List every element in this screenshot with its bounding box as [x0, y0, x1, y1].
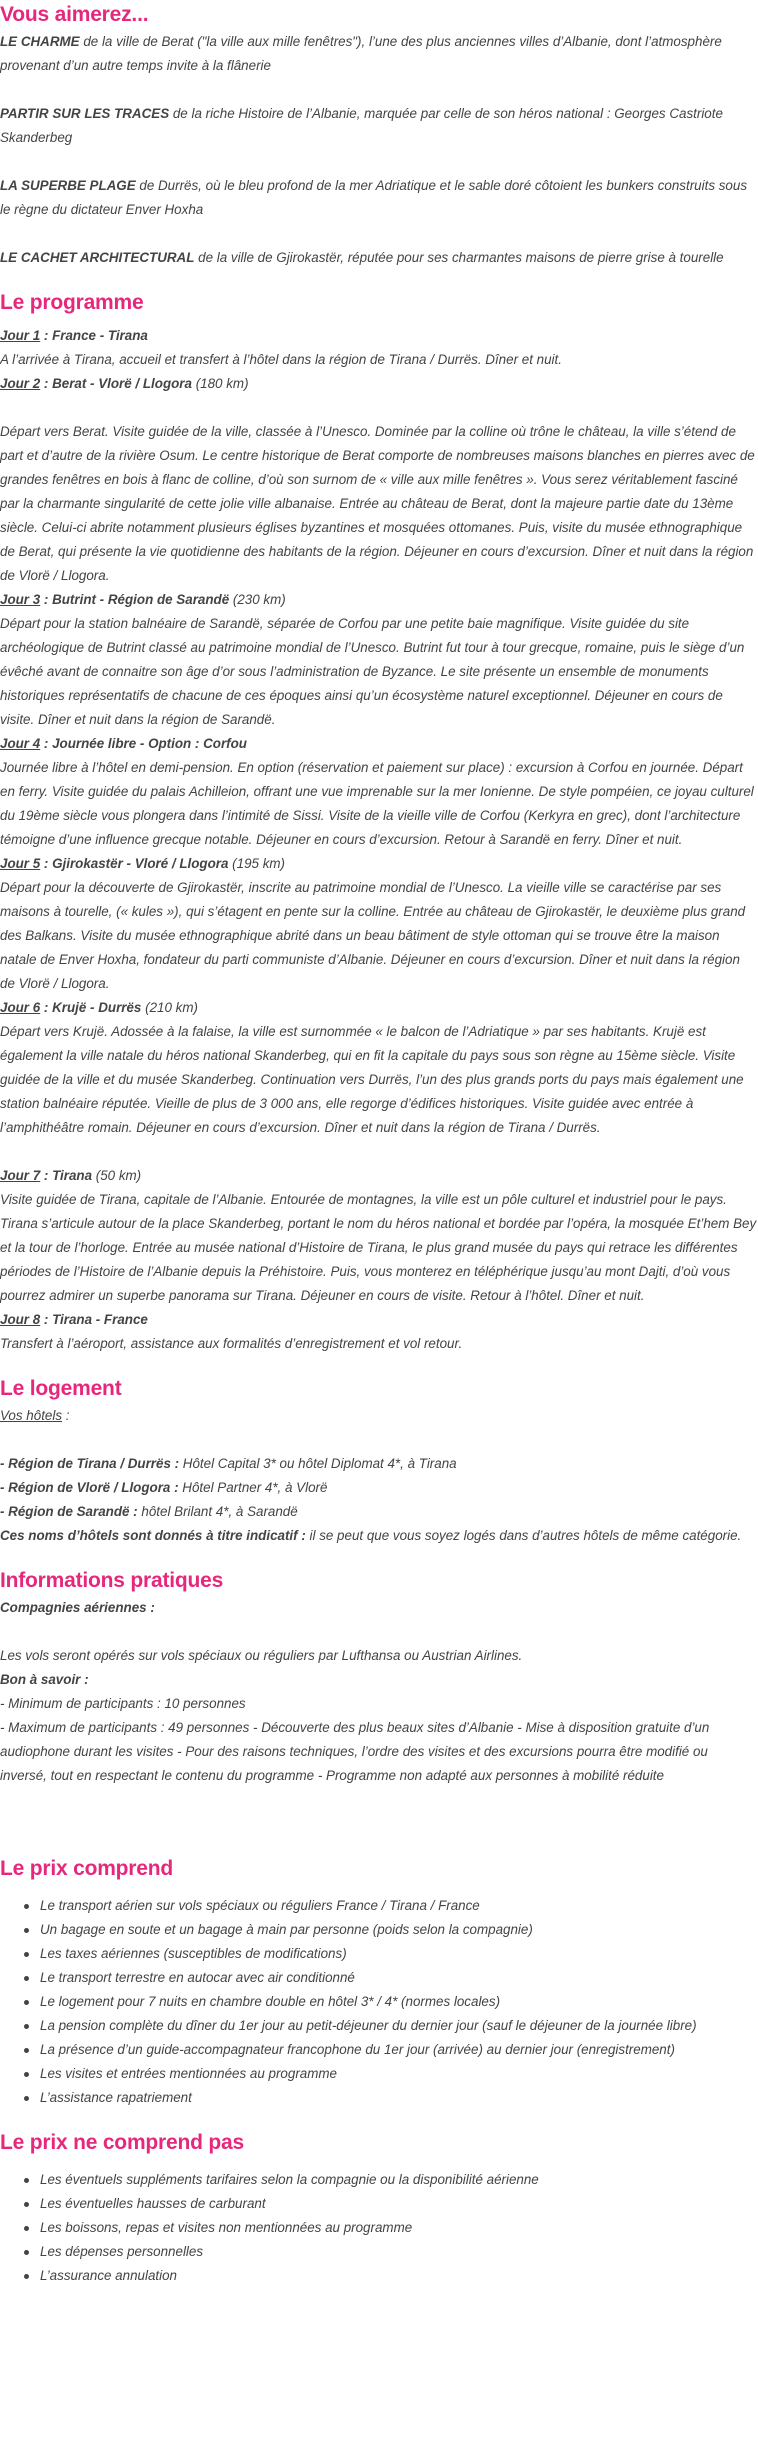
- day-text: A l’arrivée à Tirana, accueil et transfert à l’hôtel dans la région de Tirana / Durrës. Dîner et nuit.: [0, 352, 562, 367]
- intro-item-lead: LA SUPERBE PLAGE: [0, 178, 136, 193]
- day-distance: (230 km): [229, 592, 286, 607]
- hotels-subheading-label: Vos hôtels: [0, 1408, 63, 1423]
- list-item: Les dépenses personnelles: [40, 2240, 758, 2264]
- intro-item: [0, 174, 758, 222]
- day-title: [0, 1164, 758, 1188]
- intro-item-text: de la riche Histoire de l’Albanie, marquée par celle de son héros national : Georges Castriote Skanderbeg: [0, 106, 723, 145]
- intro-item: [0, 30, 758, 78]
- section-heading: Le prix comprend: [0, 1857, 174, 1880]
- day-text: Départ vers Krujë. Adossée à la falaise, la ville est surnommée « le balcon de l’Adriatique » par ses habitants. Krujë est également la ville natale du héros national Skanderbeg, qui en fit la capitale du pays sous son règne au 15ème siècle. Visite guidée de la ville et du musée Skanderbeg. Continuation vers Durrës, l’un des plus grands ports du pays mais également une station balnéaire réputée. Vieille de plus de 3 000 ans, elle regorge d’édifices historiques. Visite guidée avec entrée à l’amphithéâtre romain. Déjeuner en cours d’excursion. Dîner et nuit dans la région de Tirana / Durrës.: [0, 1024, 744, 1135]
- day-route: : Krujë - Durrës: [40, 1000, 142, 1015]
- day-label: Jour 3: [0, 592, 41, 607]
- hotel-region: - Région de Vlorë / Llogora :: [0, 1480, 179, 1495]
- list-item: Le logement pour 7 nuits en chambre double en hôtel 3* / 4* (normes locales): [40, 1990, 758, 2014]
- airlines-text: Les vols seront opérés sur vols spéciaux ou réguliers par Lufthansa ou Austrian Airlines.: [0, 1648, 523, 1663]
- day-title: [0, 852, 758, 876]
- day-text: Journée libre à l’hôtel en demi-pension. En option (réservation et paiement sur place) : excursion à Corfou en journée. Départ en ferry. Visite guidée du palais Achilleion, offrant une vue imprenable sur la mer Ionienne. De style pompéien, ce joyau culturel du 19ème siècle vous plongera dans l’intimité de Sissi. Visite de la vieille ville de Corfou (Kerkyra en grec), dont l’architecture témoigne d’une influence grecque notable. Déjeuner en cours d’excursion. Retour à Sarandë en ferry. Dîner et nuit.: [0, 760, 754, 847]
- intro-item-lead: LE CHARME: [0, 34, 80, 49]
- hotel-region: - Région de Sarandë :: [0, 1504, 138, 1519]
- day-route: : Journée libre - Option : Corfou: [40, 736, 247, 751]
- list-item: Le transport aérien sur vols spéciaux ou réguliers France / Tirana / France: [40, 1894, 758, 1918]
- day-distance: (180 km): [191, 376, 249, 391]
- hotel-line: [0, 1476, 758, 1500]
- intro-item-text: de la ville de Berat ("la ville aux mille fenêtres"), l’une des plus anciennes villes d’Albanie, dont l’atmosphère provenant d’un autre temps invite à la flânerie: [0, 34, 722, 73]
- list-item: Les taxes aériennes (susceptibles de modifications): [40, 1942, 758, 1966]
- savoir-line: - Maximum de participants : 49 personnes - Découverte des plus beaux sites d’Albanie - Mise à disposition gratuite d’un audiophone durant les visites - Pour des raisons techniques, l’ordre des visites et des excursions pourra être modifié ou inversé, tout en respectant le contenu du programme - Programme non adapté aux personnes à mobilité réduite: [0, 1720, 710, 1783]
- day-title: [0, 324, 758, 348]
- hotel-line: [0, 1452, 758, 1476]
- day-text: Départ pour la station balnéaire de Sarandë, séparée de Corfou par une petite baie magnifique. Visite guidée du site archéologique de Butrint classé au patrimoine mondial de l’Unesco. Butrint fut tour à tour grecque, romaine, puis le siège d’un évêché avant de connaitre son âge d’or sous l’administration de Byzance. Le site présente un ensemble de monuments historiques représentatifs de chacune de ces époques ainsi qu’un écosystème naturel exceptionnel. Déjeuner en cours de visite. Dîner et nuit dans la région de Sarandë.: [0, 616, 745, 727]
- list-item: Les visites et entrées mentionnées au programme: [40, 2062, 758, 2086]
- list-item: La présence d’un guide-accompagnateur francophone du 1er jour (arrivée) au dernier jour (enregistrement): [40, 2038, 758, 2062]
- section-programme: [0, 288, 758, 1356]
- section-heading: Le logement: [0, 1377, 122, 1400]
- intro-item-text: de la ville de Gjirokastër, réputée pour ses charmantes maisons de pierre grise à tourelle: [194, 250, 724, 265]
- day-label: Jour 7: [0, 1168, 41, 1183]
- savoir-label-text: Bon à savoir :: [0, 1672, 89, 1687]
- hotel-name: Hôtel Capital 3* ou hôtel Diplomat 4*, à Tirana: [179, 1456, 457, 1471]
- day-text: Départ vers Berat. Visite guidée de la ville, classée à l’Unesco. Dominée par la colline où trône le château, la ville s’étend de part et d’autre de la rivière Osum. Le centre historique de Berat comporte de nombreuses maisons blanches en pierres avec de grandes fenêtres en bois à flanc de colline, d’où son surnom de « ville aux mille fenêtres ». Vous serez véritablement fasciné par la charmante singularité de cette jolie ville albanaise. Entrée au château de Berat, dont la majeure partie date du 13ème siècle. Celui-ci abrite notamment plusieurs églises byzantines et mosquées ottomanes. Puis, visite du musée ethnographique de Berat, qui présente la vie quotidienne des habitants de la région. Déjeuner en cours d’excursion. Dîner et nuit dans la région de Vlorë / Llogora.: [0, 424, 755, 583]
- intro-item-text: de Durrës, où le bleu profond de la mer Adriatique et le sable doré côtoient les bunkers construits sous le règne du dictateur Enver Hoxha: [0, 178, 748, 217]
- section-heading: Le prix ne comprend pas: [0, 2131, 244, 2154]
- section-infos-pratiques: [0, 1566, 758, 1788]
- day-title: [0, 588, 758, 612]
- list-item: L’assistance rapatriement: [40, 2086, 758, 2110]
- section-prix-comprend: [0, 1854, 758, 2110]
- day-title: [0, 996, 758, 1020]
- list-item: Le transport terrestre en autocar avec air conditionné: [40, 1966, 758, 1990]
- section-heading: Informations pratiques: [0, 1569, 224, 1592]
- day-label: Jour 4: [0, 736, 41, 751]
- day-distance: (195 km): [228, 856, 286, 871]
- day-route: : Tirana - France: [40, 1312, 148, 1327]
- day-text: Transfert à l’aéroport, assistance aux formalités d’enregistrement et vol retour.: [0, 1336, 463, 1351]
- airlines-label: [0, 1596, 758, 1620]
- day-title: [0, 372, 758, 396]
- excluded-list: [0, 2168, 758, 2288]
- section-prix-ne-comprend-pas: [0, 2128, 758, 2288]
- list-item: L’assurance annulation: [40, 2264, 758, 2288]
- hotel-name: Hôtel Partner 4*, à Vlorë: [178, 1480, 328, 1495]
- section-logement: [0, 1374, 758, 1548]
- list-item: Les éventuelles hausses de carburant: [40, 2192, 758, 2216]
- day-route: : Berat - Vlorë / Llogora: [40, 376, 192, 391]
- intro-item: [0, 102, 758, 150]
- hotel-line: [0, 1500, 758, 1524]
- list-item: Les éventuels suppléments tarifaires selon la compagnie ou la disponibilité aérienne: [40, 2168, 758, 2192]
- hotel-name: hôtel Brilant 4*, à Sarandë: [137, 1504, 298, 1519]
- day-title: [0, 732, 758, 756]
- hotels-subheading-suffix: :: [62, 1408, 70, 1423]
- intro-item: [0, 246, 758, 270]
- day-distance: (210 km): [141, 1000, 198, 1015]
- list-item: Les boissons, repas et visites non mentionnées au programme: [40, 2216, 758, 2240]
- list-item: La pension complète du dîner du 1er jour au petit-déjeuner du dernier jour (sauf le déjeuner de la journée libre): [40, 2014, 758, 2038]
- day-distance: (50 km): [92, 1168, 142, 1183]
- included-list: [0, 1894, 758, 2110]
- savoir-label: [0, 1668, 758, 1692]
- day-route: : Butrint - Région de Sarandë: [40, 592, 230, 607]
- day-route: : Tirana: [40, 1168, 93, 1183]
- day-route: : France - Tirana: [40, 328, 148, 343]
- hotels-subheading: [0, 1404, 758, 1428]
- section-heading: Vous aimerez...: [0, 3, 149, 26]
- day-text: Départ pour la découverte de Gjirokastër, inscrite au patrimoine mondial de l’Unesco. La vieille ville se caractérise par ses maisons à tourelle, (« kules »), qui s’étagent en pente sur la colline. Entrée au château de Gjirokastër, le deuxième plus grand des Balkans. Visite du musée ethnographique abrité dans un beau bâtiment de style ottoman qui se trouve être la maison natale de Enver Hoxha, fondateur du parti communiste d’Albanie. Déjeuner en cours d’excursion. Dîner et nuit dans la région de Vlorë / Llogora.: [0, 880, 746, 991]
- hotel-note-text: il se peut que vous soyez logés dans d’autres hôtels de même catégorie.: [305, 1528, 742, 1543]
- day-label: Jour 5: [0, 856, 41, 871]
- day-label: Jour 6: [0, 1000, 41, 1015]
- hotel-note-lead: Ces noms d’hôtels sont donnés à titre indicatif :: [0, 1528, 306, 1543]
- day-title: [0, 1308, 758, 1332]
- day-label: Jour 2: [0, 376, 41, 391]
- day-text: Visite guidée de Tirana, capitale de l’Albanie. Entourée de montagnes, la ville est un pôle culturel et industriel pour le pays. Tirana s’articule autour de la place Skanderbeg, portant le nom du héros national et bordée par l’opéra, la mosquée Et’hem Bey et la tour de l’horloge. Entrée au musée national d’Histoire de Tirana, le plus grand musée du pays qui retrace les différentes périodes de l’Histoire de l’Albanie depuis la Préhistoire. Puis, vous monterez en téléphérique jusqu’au mont Dajti, d’où vous pourrez admirer un superbe panorama sur Tirana. Déjeuner en cours de visite. Retour à l’hôtel. Dîner et nuit.: [0, 1192, 757, 1303]
- list-item: Un bagage en soute et un bagage à main par personne (poids selon la compagnie): [40, 1918, 758, 1942]
- hotel-region: - Région de Tirana / Durrës :: [0, 1456, 180, 1471]
- intro-item-lead: PARTIR SUR LES TRACES: [0, 106, 170, 121]
- day-label: Jour 8: [0, 1312, 41, 1327]
- savoir-line: - Minimum de participants : 10 personnes: [0, 1696, 246, 1711]
- airlines-label-text: Compagnies aériennes :: [0, 1600, 155, 1615]
- day-label: Jour 1: [0, 328, 41, 343]
- intro-item-lead: LE CACHET ARCHITECTURAL: [0, 250, 195, 265]
- section-heading: Le programme: [0, 291, 144, 314]
- day-route: : Gjirokastër - Vloré / Llogora: [40, 856, 229, 871]
- hotel-note: [0, 1524, 758, 1548]
- section-vous-aimerez: [0, 0, 758, 270]
